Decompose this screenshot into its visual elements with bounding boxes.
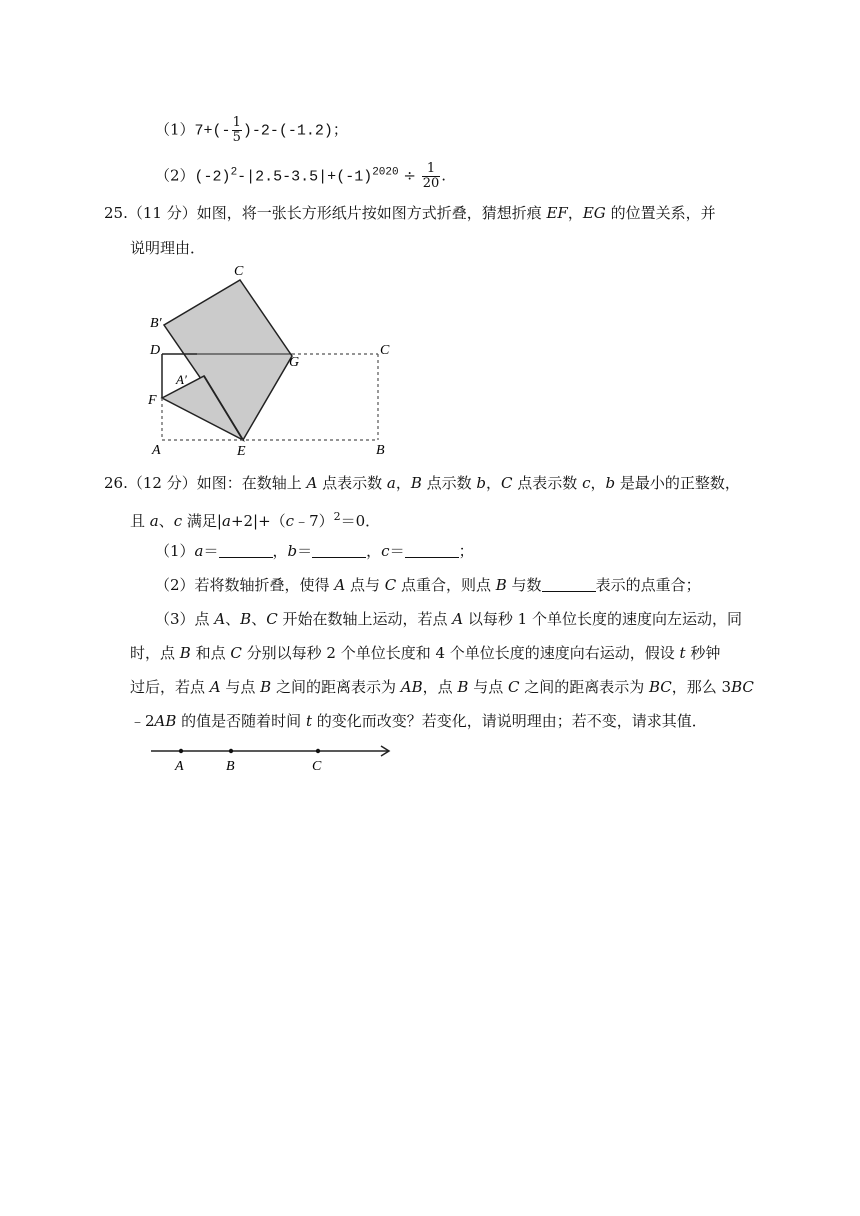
q26-p3-l3-BC2: BC [731,678,754,696]
q26-p3-l2-b: 和点 [190,644,231,662]
q26-p3-l1-d: 以每秒 1 个单位长度的速度向左运动，同 [463,610,742,628]
q24-p2-term1: (-2) [194,168,231,186]
q26-l2-c: 满足| [182,512,222,530]
q24-p2-fraction [422,162,441,191]
q24-p1-frac-num: 1 [232,115,241,130]
q26-p3-l4-t: t [305,712,312,730]
q26-l2-var-a: a [149,512,159,530]
q26-p3-l1-A2: A [452,610,464,628]
q26-p2-C: C [384,576,397,594]
q26-line2 [130,507,380,531]
q26-l1-A: A [306,474,318,492]
number-line-figure [145,740,400,774]
q26-p3-l1-A: A [214,610,226,628]
q26-p2-c: 点重合，则点 [396,576,496,594]
answer-blank-c[interactable] [405,543,459,558]
q25-ef: EF [546,204,568,222]
q24-p2-end: . [441,166,447,185]
q26-p2-B: B [495,576,507,594]
q25-comma: ， [567,204,583,222]
q26-p3-l4-AB: AB [154,712,177,730]
q25-folding-figure [140,258,410,463]
q26-part1 [155,541,474,561]
q26-p2-b: 点与 [345,576,385,594]
q26-p1-var-b: b [287,542,298,560]
q26-p1-eq-c: ＝ [389,542,405,560]
q24-part1 [155,116,348,145]
q24-p2-frac-den: 20 [422,176,440,191]
q26-part3-line2 [130,643,720,663]
q26-l1-B: B [410,474,422,492]
q26-l2-b: 、 [158,512,174,530]
q26-p3-l1-C: C [266,610,278,628]
q26-p1-sep1: ， [272,542,288,560]
q26-part3-line3 [130,677,754,697]
q26-p3-l1-c: 开始在数轴上运动，若点 [277,610,453,628]
q26-p3-l1-b2: 、 [251,610,267,628]
q26-p3-l1-a: （3）点 [155,610,215,628]
q26-p3-l3-B2: B [457,678,469,696]
q26-l1-C: C [501,474,513,492]
q26-p3-l1-b1: 、 [225,610,241,628]
q26-p3-l1-B: B [240,610,252,628]
number-line-label-a: A [175,759,184,774]
number-line-point-b [229,749,233,753]
q26-l1-a: 26.（12 分）如图：在数轴上 [104,474,307,492]
number-line-point-a [179,749,183,753]
q26-l2-var-c2: c [285,512,295,530]
q26-p1-end: ； [458,542,474,560]
answer-blank-a[interactable] [219,543,273,558]
q26-p3-l3-C: C [507,678,520,696]
q26-p3-l3-A: A [209,678,221,696]
label-e: E [237,444,246,459]
q26-p2-a: （2）若将数轴折叠，使得 [155,576,335,594]
q26-p3-l2-t: t [679,644,686,662]
q24-p2-label: （2） [155,166,195,185]
q26-l1-var-c: c [582,474,591,492]
label-b-prime: B′ [150,316,162,331]
q26-p1-eq-a: ＝ [203,542,219,560]
q26-l1-f: 点表示数 [512,474,583,492]
q26-l1-var-b2: b [605,474,616,492]
q26-l2-f: ＝0． [340,512,381,530]
q26-p3-l2-C: C [230,644,242,662]
q26-p3-l3-AB: AB [400,678,423,696]
q26-p1-sep2: ， [366,542,382,560]
q26-l1-h: 是最小的正整数， [615,474,740,492]
label-c-top: C [234,264,244,279]
q26-p1-eq-b: ＝ [297,542,313,560]
q24-p1-frac-den: 5 [232,130,241,145]
q26-p2-d: 与数 [506,576,542,594]
label-g: G [289,355,300,370]
q26-p3-l3-f: 之间的距离表示为 [519,678,649,696]
q26-part3-line1 [155,609,742,629]
q26-p3-l3-a: 过后，若点 [130,678,210,696]
q24-p1-label: （1） [155,120,195,139]
label-f: F [148,393,157,408]
label-c-right: C [380,343,390,358]
label-a: A [152,443,161,458]
q26-l1-var-b: b [476,474,487,492]
q26-p3-l2-B: B [179,644,191,662]
q24-p2-exp2: 2020 [372,166,399,179]
q26-part2 [155,575,701,595]
q25-eg: EG [582,204,606,222]
q24-p1-fraction [232,116,242,145]
number-line-label-b: B [226,759,235,774]
number-line-point-c [316,749,320,753]
q26-p3-l3-c: 之间的距离表示为 [271,678,401,696]
q24-part2 [155,162,446,191]
label-d: D [150,343,161,358]
label-b: B [376,443,385,458]
q26-p3-l3-d: ，点 [422,678,458,696]
q26-l2-a: 且 [130,512,150,530]
q26-p3-l3-g: ，那么 3 [671,678,732,696]
q26-part3-line4 [130,711,707,731]
q26-l1-e: ， [486,474,502,492]
q26-l2-d: +2|+（ [230,512,286,530]
q26-l2-var-c: c [173,512,183,530]
q26-p3-l2-c: 分别以每秒 2 个单位长度和 4 个单位长度的速度向右运动，假设 [241,644,680,662]
q26-l2-var-a2: a [221,512,231,530]
q26-l1-g: ， [590,474,606,492]
q26-p3-l3-b: 与点 [220,678,261,696]
q26-p3-l4-c: 的变化而改变？若变化，请说明理由；若不变，请求其值． [311,712,707,730]
answer-blank-b[interactable] [312,543,366,558]
q26-l2-e: ﹣7） [294,512,334,530]
q25-text-b: 的位置关系，并 [605,204,716,222]
q26-p3-l4-a: ﹣2 [130,712,155,730]
q26-p3-l3-e: 与点 [468,678,508,696]
q26-l1-c: ， [395,474,411,492]
q26-p2-A: A [334,576,346,594]
q26-p3-l2-a: 时，点 [130,644,180,662]
q26-p1-label: （1） [155,542,195,560]
q26-p3-l4-b: 的值是否随着时间 [176,712,306,730]
q26-p3-l3-B: B [260,678,272,696]
q24-p2-exp1: 2 [230,166,238,179]
q26-l1-b: 点表示数 [317,474,387,492]
q26-p3-l2-d: 秒钟 [685,644,721,662]
q26-l1-d: 点示数 [421,474,477,492]
q24-p2-term2: -|2.5-3.5|+(-1) [237,168,373,186]
q25-text-a: 25.（11 分）如图，将一张长方形纸片按如图方式折叠，猜想折痕 [104,204,547,222]
q25-line2: 说明理由． [130,239,206,257]
number-line-label-c: C [312,759,322,774]
q26-l2-exp: 2 [333,510,341,523]
q26-p1-var-c: c [381,542,390,560]
q24-p1-expr-post: )-2-(-1.2)； [242,122,348,140]
q24-p2-frac-num: 1 [422,162,441,177]
q26-p1-var-a: a [194,542,204,560]
q26-line1 [104,473,740,493]
q24-p1-expr-pre: 7+(- [194,122,231,140]
q25-line1 [104,203,716,223]
q24-p2-div: ÷ [403,166,416,185]
label-a-prime: A′ [176,372,187,387]
q26-l1-var-a: a [386,474,396,492]
q26-p3-l3-BC: BC [649,678,672,696]
answer-blank-fold[interactable] [542,577,596,592]
q26-p2-e: 表示的点重合； [595,576,701,594]
